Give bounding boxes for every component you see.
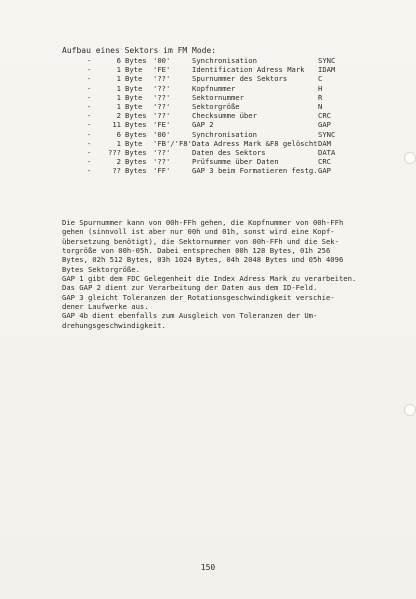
- paragraph-gap1: GAP 1 gibt dem FDC Gelegenheit die Index Adress Mark zu verarbeiten.: [62, 274, 357, 284]
- row-dash: -: [87, 129, 92, 139]
- sector-row: [62, 111, 362, 120]
- row-description: GAP 2: [192, 120, 214, 130]
- row-count: 6: [116, 129, 121, 139]
- row-count: 2: [116, 111, 121, 121]
- row-value: '??': [153, 92, 171, 102]
- row-value: '??': [153, 147, 171, 157]
- row-count: 2: [116, 157, 121, 167]
- row-count: 1: [116, 83, 121, 93]
- paragraph-gap3: GAP 3 gleicht Toleranzen der Rotationsgeschwindigkeit verschie- dener Laufwerke aus.: [62, 292, 335, 312]
- sector-row: [62, 157, 362, 166]
- row-abbreviation: CRC: [318, 111, 331, 121]
- row-abbreviation: H: [318, 83, 323, 93]
- row-description: Checksumme über: [192, 111, 257, 121]
- row-dash: -: [87, 92, 92, 102]
- row-description: Synchronisation: [192, 56, 257, 65]
- row-abbreviation: R: [318, 92, 323, 102]
- sector-row: [62, 148, 362, 157]
- row-description: Data Adress Mark &F8 gelöscht: [192, 138, 318, 148]
- row-abbreviation: N: [318, 101, 323, 111]
- row-unit: Byte: [125, 92, 143, 102]
- sector-row: [62, 84, 362, 93]
- row-dash: -: [87, 101, 92, 111]
- row-value: '??': [153, 101, 171, 111]
- row-unit: Byte: [125, 101, 143, 111]
- sector-row: [62, 56, 362, 65]
- row-value: '??': [153, 157, 171, 167]
- row-count: 1: [116, 101, 121, 111]
- row-unit: Byte: [125, 83, 143, 93]
- row-dash: -: [87, 138, 92, 148]
- row-description: Spurnummer des Sektors: [192, 74, 288, 84]
- row-value: '00': [153, 56, 171, 65]
- paragraph-track-head-sector: Die Spurnummer kann von 00h-FFh gehen, die Kopfnummer von 00h-FFh gehen (sinnvoll ist aber nur 00h und 01h, sonst wird eine Kopf- übersetzung benötigt), die Sektornummer von 00h-FFh und die Sek- torgröße von 00h-05h. Dabei entsprechen 00h 128 Bytes, 01h 256 Bytes, 02h 512 Bytes, 03h 1024 Bytes, 04h 2048 Bytes und 05h 4096 Bytes Sektorgröße.: [62, 218, 344, 274]
- sector-row: [62, 102, 362, 111]
- body-text: [62, 218, 362, 330]
- row-abbreviation: DATA: [318, 147, 336, 157]
- sector-row: [62, 93, 362, 102]
- row-dash: -: [87, 56, 92, 65]
- section-heading: Aufbau eines Sektors im FM Mode:: [62, 46, 217, 55]
- sector-row: [62, 65, 362, 74]
- row-count: 1: [116, 92, 121, 102]
- row-unit: Bytes: [125, 56, 147, 65]
- row-dash: -: [87, 74, 92, 84]
- sector-row: [62, 139, 362, 148]
- row-abbreviation: CRC: [318, 157, 331, 167]
- row-unit: Byte: [125, 74, 143, 84]
- row-count: 1: [116, 74, 121, 84]
- row-value: '00': [153, 129, 171, 139]
- row-unit: Bytes: [125, 120, 147, 130]
- row-value: 'FB'/'F8': [153, 138, 192, 148]
- row-count: 11: [112, 120, 121, 130]
- row-abbreviation: SYNC: [318, 129, 336, 139]
- sector-row: [62, 120, 362, 129]
- row-value: 'FF': [153, 166, 171, 176]
- row-count: 6: [116, 56, 121, 65]
- sector-row: [62, 130, 362, 139]
- row-count: ??: [112, 166, 121, 176]
- paragraph-gap2: Das GAP 2 dient zur Verarbeitung der Daten aus dem ID-Feld.: [62, 283, 318, 293]
- row-dash: -: [87, 65, 92, 75]
- sector-row: [62, 74, 362, 83]
- row-abbreviation: DAM: [318, 138, 331, 148]
- row-unit: Bytes: [125, 157, 147, 167]
- row-description: Synchronisation: [192, 129, 257, 139]
- row-abbreviation: C: [318, 74, 323, 84]
- row-count: 1: [116, 65, 121, 75]
- row-abbreviation: GAP: [318, 120, 331, 130]
- paragraph-gap4b: GAP 4b dient ebenfalls zum Ausgleich von Toleranzen der Um- drehungsgeschwindigkeit.: [62, 311, 318, 330]
- row-value: 'FE': [153, 120, 171, 130]
- row-unit: Bytes: [125, 111, 147, 121]
- row-value: '??': [153, 83, 171, 93]
- row-abbreviation: IDAM: [318, 65, 336, 75]
- row-abbreviation: GAP: [318, 166, 331, 176]
- row-dash: -: [87, 120, 92, 130]
- row-count: ???: [108, 147, 121, 157]
- row-dash: -: [87, 111, 92, 121]
- row-unit: Bytes: [125, 147, 147, 157]
- row-description: Daten des Sektors: [192, 147, 266, 157]
- punch-hole-bottom: [404, 404, 416, 416]
- row-description: GAP 3 beim Formatieren festg.: [192, 166, 318, 176]
- row-unit: Bytes: [125, 129, 147, 139]
- row-dash: -: [87, 147, 92, 157]
- page-number: 150: [200, 563, 216, 572]
- row-description: Identification Adress Mark: [192, 65, 305, 75]
- row-description: Sektorgröße: [192, 101, 240, 111]
- row-dash: -: [87, 83, 92, 93]
- row-dash: -: [87, 157, 92, 167]
- row-description: Kopfnummer: [192, 83, 236, 93]
- row-unit: Byte: [125, 138, 143, 148]
- row-unit: Byte: [125, 65, 143, 75]
- row-dash: -: [87, 166, 92, 176]
- row-count: 1: [116, 138, 121, 148]
- sector-row: [62, 166, 362, 175]
- punch-hole-top: [404, 152, 416, 164]
- row-description: Prüfsumme über Daten: [192, 157, 279, 167]
- row-value: 'FE': [153, 65, 171, 75]
- row-description: Sektornummer: [192, 92, 244, 102]
- row-unit: Bytes: [125, 166, 147, 176]
- sector-structure-table: [62, 56, 362, 175]
- row-value: '??': [153, 74, 171, 84]
- row-value: '??': [153, 111, 171, 121]
- row-abbreviation: SYNC: [318, 56, 336, 65]
